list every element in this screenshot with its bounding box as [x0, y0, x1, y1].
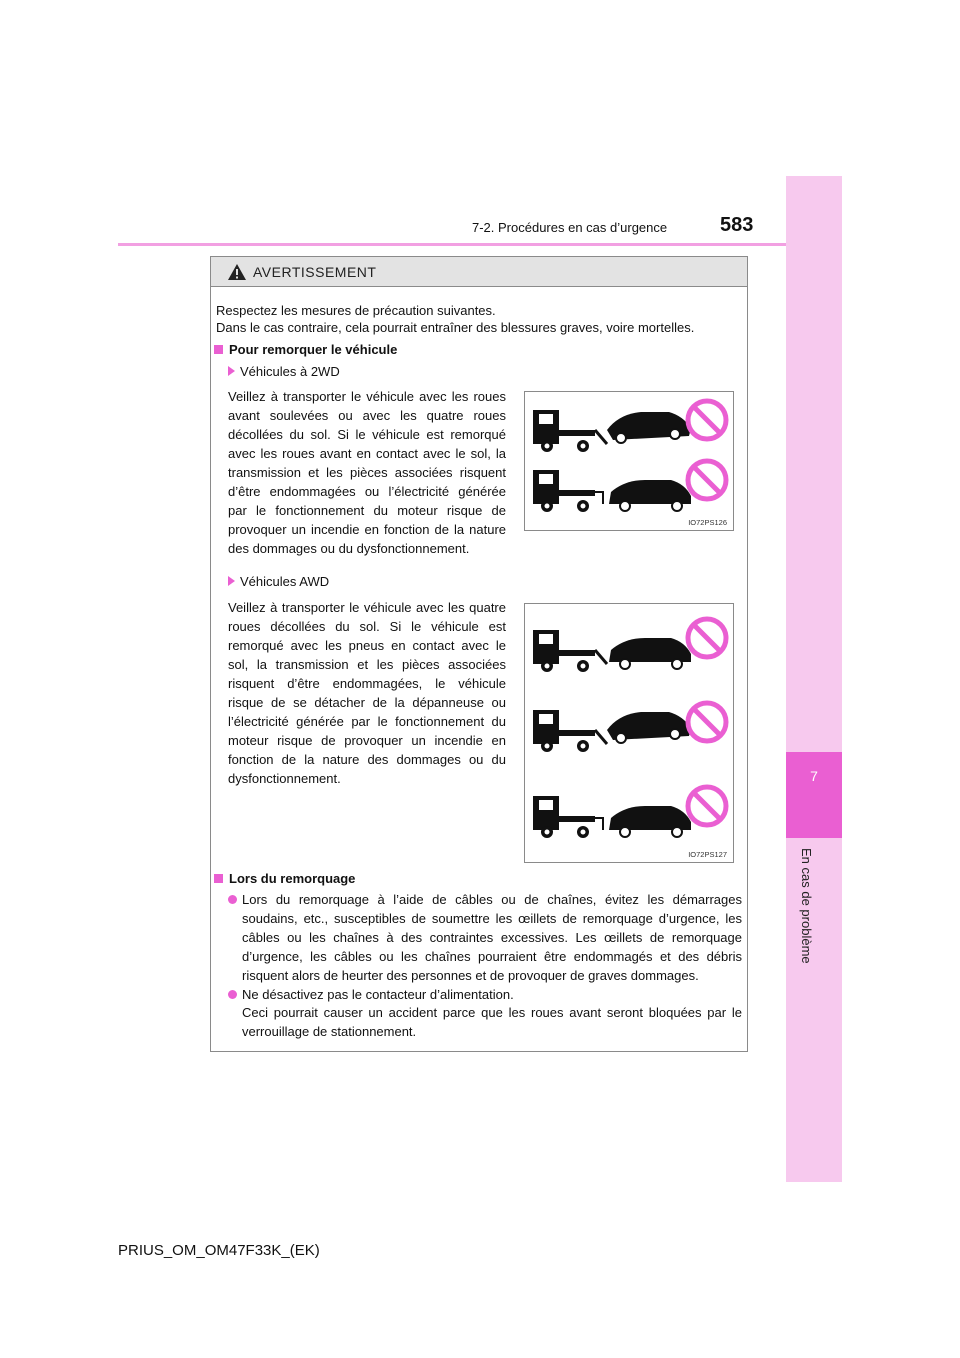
section-heading-towing: Pour remorquer le véhicule — [214, 340, 734, 359]
triangle-bullet-icon — [228, 576, 235, 586]
section-heading-during-towing: Lors du remorquage — [214, 869, 734, 888]
bullet-power-switch-2: Ceci pourrait causer un accident parce que les roues avant seront bloquées par le verrouillage de stationnement. — [242, 1005, 742, 1039]
chapter-title: En cas de problème — [799, 848, 814, 964]
document-code: PRIUS_OM_OM47F33K_(EK) — [118, 1242, 320, 1259]
figure-code: IO72PS126 — [688, 518, 727, 527]
chapter-number: 7 — [810, 768, 818, 784]
section-title: 7-2. Procédures en cas d’urgence — [472, 220, 668, 235]
paragraph-awd: Veillez à transporter le véhicule avec les quatre roues décollées du sol. Si le véhicule est remorqué avec les pneus en contact avec le sol, la transmission et les pièces associées risquent d’être endommagées, le véhicule risque de se détacher de la dépanneuse ou l’électricité générée par le fonctionnement du moteur risque de provoquer un incendie en fonction de la nature des dommages ou du dysfonctionnement. — [228, 600, 506, 786]
warning-header — [211, 257, 747, 287]
towing-2wd-illustration — [525, 392, 733, 530]
tow-truck-car-ground — [533, 470, 691, 512]
bullet-sudden-starts: Lors du remorquage à l’aide de câbles ou de chaînes, évitez les démarrages soudains, etc., susceptibles de soumettre les œillets de remorquage d’urgence, les câbles ou les chaînes à des contraintes excessives. Les œillets de remorquage d’urgence, les câbles ou les chaînes pourraient être endommagés et des débris risquent alors de heurter des personnes et de provoquer de graves dommages. — [242, 892, 742, 983]
figure-2wd-towing — [524, 391, 734, 531]
warning-intro-2: Dans le cas contraire, cela pourrait entraîner des blessures graves, voire mortelles. — [216, 320, 695, 335]
triangle-bullet-icon — [228, 366, 235, 376]
towing-awd-illustration — [525, 604, 733, 862]
chapter-number-tab — [786, 752, 842, 838]
round-bullet-icon — [228, 990, 237, 999]
figure-code: IO72PS127 — [688, 850, 727, 859]
tow-truck-car-lifted — [533, 410, 691, 452]
tow-truck-car-ground — [533, 796, 691, 838]
round-bullet-icon — [228, 895, 237, 904]
tow-truck-car-lifted — [533, 710, 691, 752]
header-rule — [118, 243, 786, 246]
square-bullet-icon — [214, 874, 223, 883]
warning-intro-1: Respectez les mesures de précaution suivantes. — [216, 303, 496, 318]
prohibited-icon — [688, 401, 726, 439]
prohibited-icon — [688, 619, 726, 657]
page-number: 583 — [720, 214, 754, 236]
subheading-2wd: Véhicules à 2WD — [228, 362, 528, 381]
warning-title: AVERTISSEMENT — [253, 263, 377, 280]
prohibited-icon — [688, 461, 726, 499]
bullet-power-switch-1: Ne désactivez pas le contacteur d’alimentation. — [242, 987, 514, 1002]
warning-triangle-icon — [227, 263, 247, 281]
paragraph-2wd: Veillez à transporter le véhicule avec les roues avant soulevées ou avec les quatre roues décollées du sol. Si le véhicule est remorqué avec les roues avant en contact avec le sol, la transmission et les pièces associées risquent d’être endommagées ou l’électricité générée par le fonctionnement du moteur risque de provoquer un incendie en fonction de la nature des dommages ou du dysfonctionnement. — [228, 389, 506, 556]
square-bullet-icon — [214, 345, 223, 354]
subheading-awd: Véhicules AWD — [228, 572, 528, 591]
prohibited-icon — [688, 703, 726, 741]
figure-awd-towing — [524, 603, 734, 863]
chapter-side-tab — [786, 176, 842, 1182]
tow-truck-front-ground — [533, 630, 691, 672]
prohibited-icon — [688, 787, 726, 825]
